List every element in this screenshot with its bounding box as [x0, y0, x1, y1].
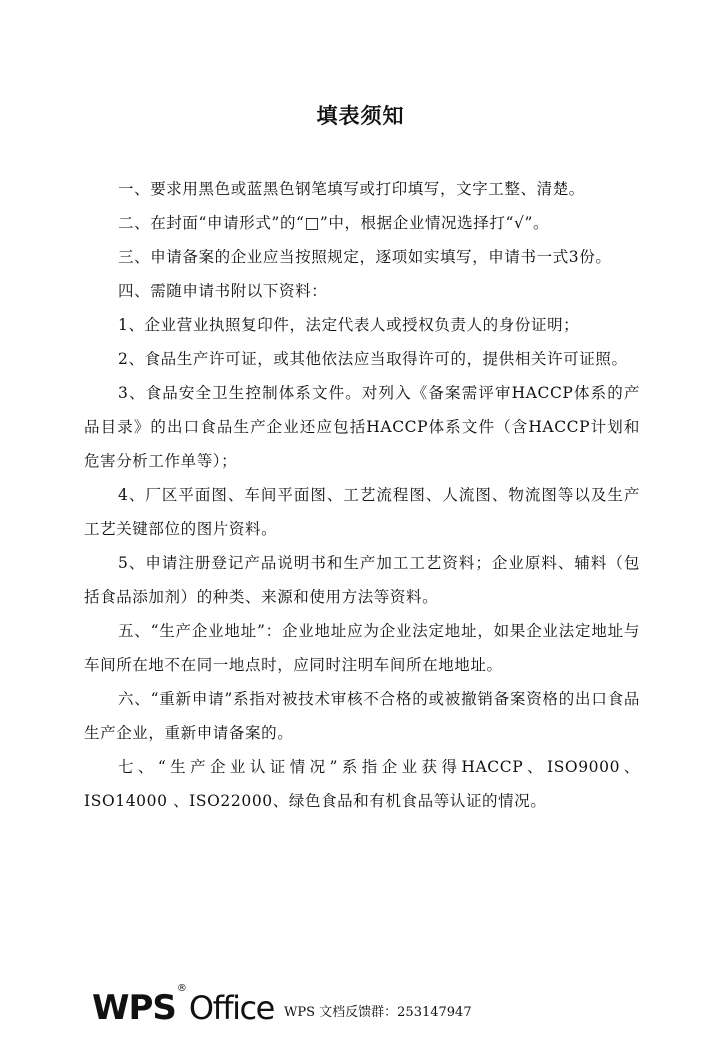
paragraph-4-5: 5、申请注册登记产品说明书和生产加工工艺资料；企业原料、辅料（包括食品添加剂）的种类、来源和使用方法等资料。 — [84, 554, 640, 606]
logo-office-text: Office — [188, 989, 274, 1027]
page-title: 填表须知 — [316, 104, 405, 128]
paragraph-4: 四、需随申请书附以下资料： — [118, 282, 328, 300]
footer — [92, 982, 512, 1028]
paragraph-4-2: 2、食品生产许可证，或其他依法应当取得许可的，提供相关许可证照。 — [118, 350, 628, 368]
logo-wps-text: WPS — [92, 988, 176, 1028]
paragraph-6: 六、“重新申请”系指对被技术审核不合格的或被撤销备案资格的出口食品生产企业，重新申请备案的。 — [84, 690, 640, 742]
paragraph-1: 一、要求用黑色或蓝黑色钢笔填写或打印填写，文字工整、清楚。 — [118, 180, 585, 198]
paragraph-3: 三、申请备案的企业应当按照规定，逐项如实填写，申请书一式3份。 — [118, 248, 612, 266]
wps-office-logo — [92, 982, 274, 1028]
paragraph-5: 五、“生产企业地址”：企业地址应为企业法定地址，如果企业法定地址与车间所在地不在同一地点时，应同时注明车间所在地地址。 — [84, 622, 640, 674]
paragraph-4-1: 1、企业营业执照复印件，法定代表人或授权负责人的身份证明； — [118, 316, 580, 334]
paragraph-4-3: 3、食品安全卫生控制体系文件。对列入《备案需评审HACCP体系的产品目录》的出口食品生产企业还应包括HACCP体系文件（含HACCP计划和危害分析工作单等）； — [84, 384, 640, 470]
paragraph-7: 七、“生产企业认证情况”系指企业获得HACCP、ISO9000、ISO14000 、ISO22000、绿色食品和有机食品等认证的情况。 — [84, 758, 640, 810]
registered-mark: ® — [176, 983, 187, 994]
feedback-group-text: WPS 文档反馈群：253147947 — [284, 1005, 472, 1020]
document-body — [84, 172, 640, 818]
paragraph-4-4: 4、厂区平面图、车间平面图、工艺流程图、人流图、物流图等以及生产工艺关键部位的图片资料。 — [84, 486, 640, 538]
paragraph-2: 二、在封面“申请形式”的“□”中，根据企业情况选择打“√”。 — [118, 214, 550, 232]
